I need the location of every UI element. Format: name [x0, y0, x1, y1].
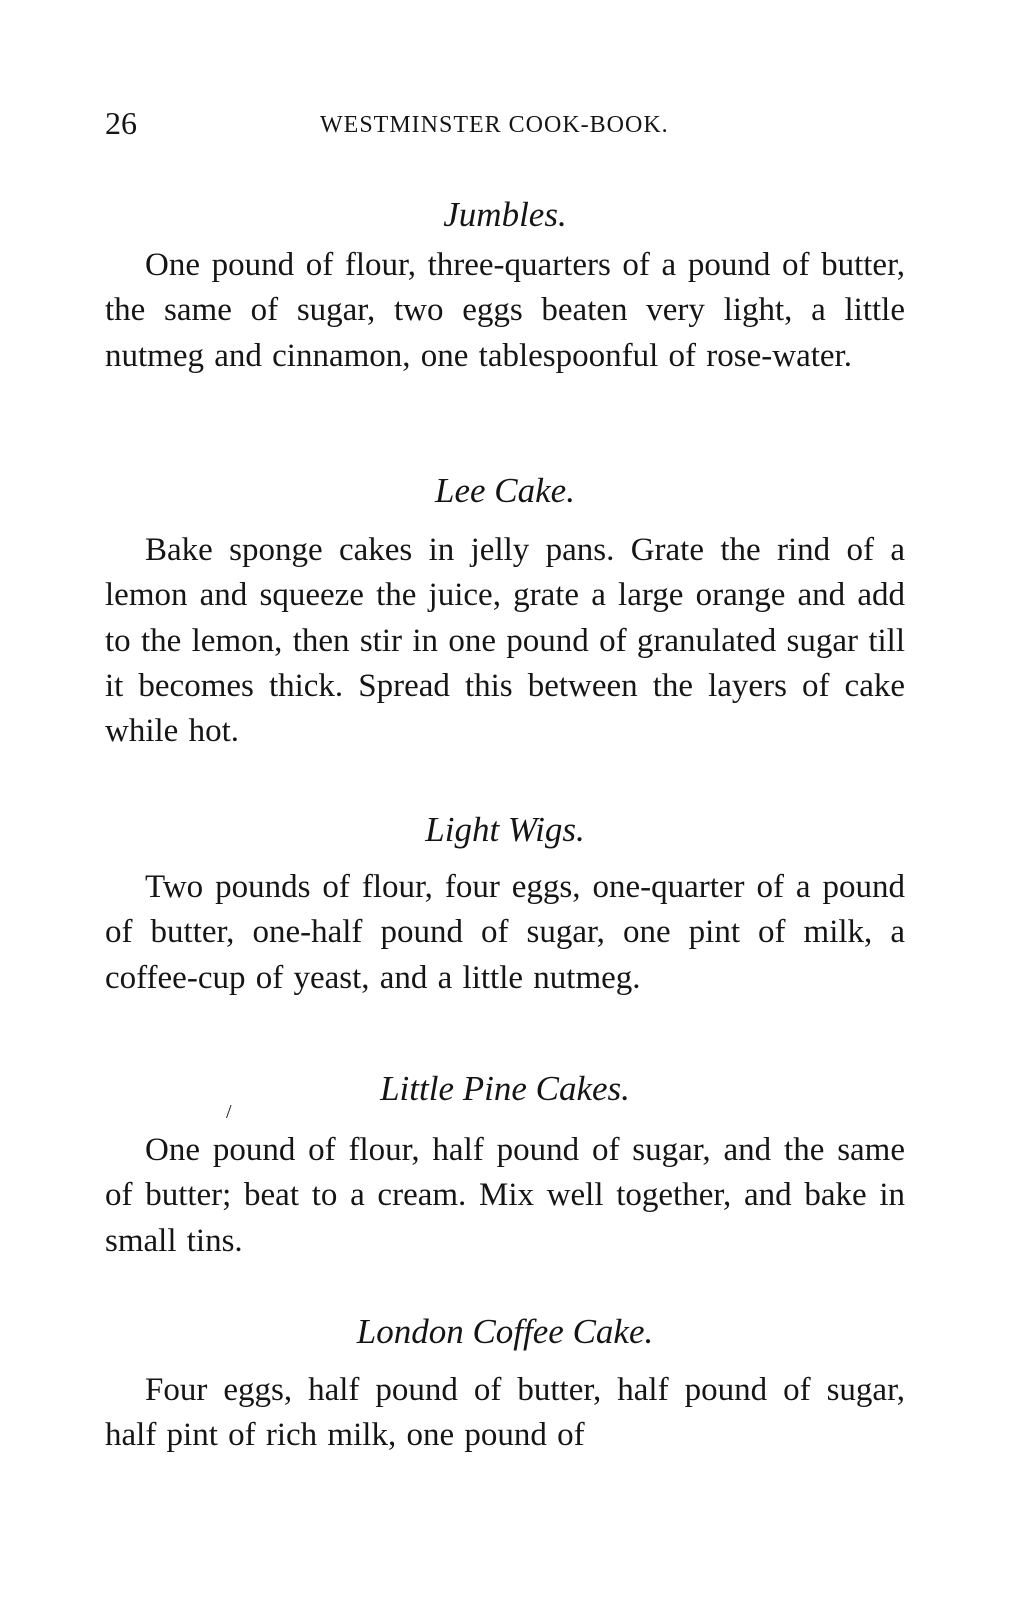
recipe-text-lee-cake: Bake sponge cakes in jelly pans. Grate the rind of a lemon and squeeze the juice, grate a large orange and add to the lemon, then stir in one pound of granulated sugar till it becomes thick. Spread this between the layers of cake while hot. [105, 532, 905, 750]
recipe-title-light-wigs: Light Wigs. [425, 810, 585, 849]
recipe-title-lee-cake: Lee Cake. [435, 471, 575, 510]
recipe-text-little-pine-cakes: One pound of flour, half pound of sugar, and the same of butter; beat to a cream. Mix well together, and bake in small tins. [105, 1132, 905, 1259]
recipe-text-london-coffee-cake: Four eggs, half pound of butter, half pound of sugar, half pint of rich milk, one pound of [105, 1372, 905, 1454]
recipe-title-jumbles: Jumbles. [443, 195, 567, 234]
recipe-title-london-coffee-cake: London Coffee Cake. [356, 1312, 654, 1351]
running-head [105, 103, 905, 143]
book-title: WESTMINSTER COOK-BOOK. [320, 112, 669, 138]
recipe-text-jumbles: One pound of flour, three-quarters of a pound of butter, the same of sugar, two eggs beaten very light, a little nutmeg and cinnamon, one tablespoonful of rose-water. [105, 247, 905, 374]
recipe-text-light-wigs: Two pounds of flour, four eggs, one-quarter of a pound of butter, one-half pound of sugar, one pint of milk, a coffee-cup of yeast, and a little nutmeg. [105, 869, 905, 996]
stray-pen-mark: / [226, 1101, 232, 1123]
page-number: 26 [105, 105, 137, 141]
recipe-title-little-pine-cakes: Little Pine Cakes. [380, 1069, 630, 1108]
